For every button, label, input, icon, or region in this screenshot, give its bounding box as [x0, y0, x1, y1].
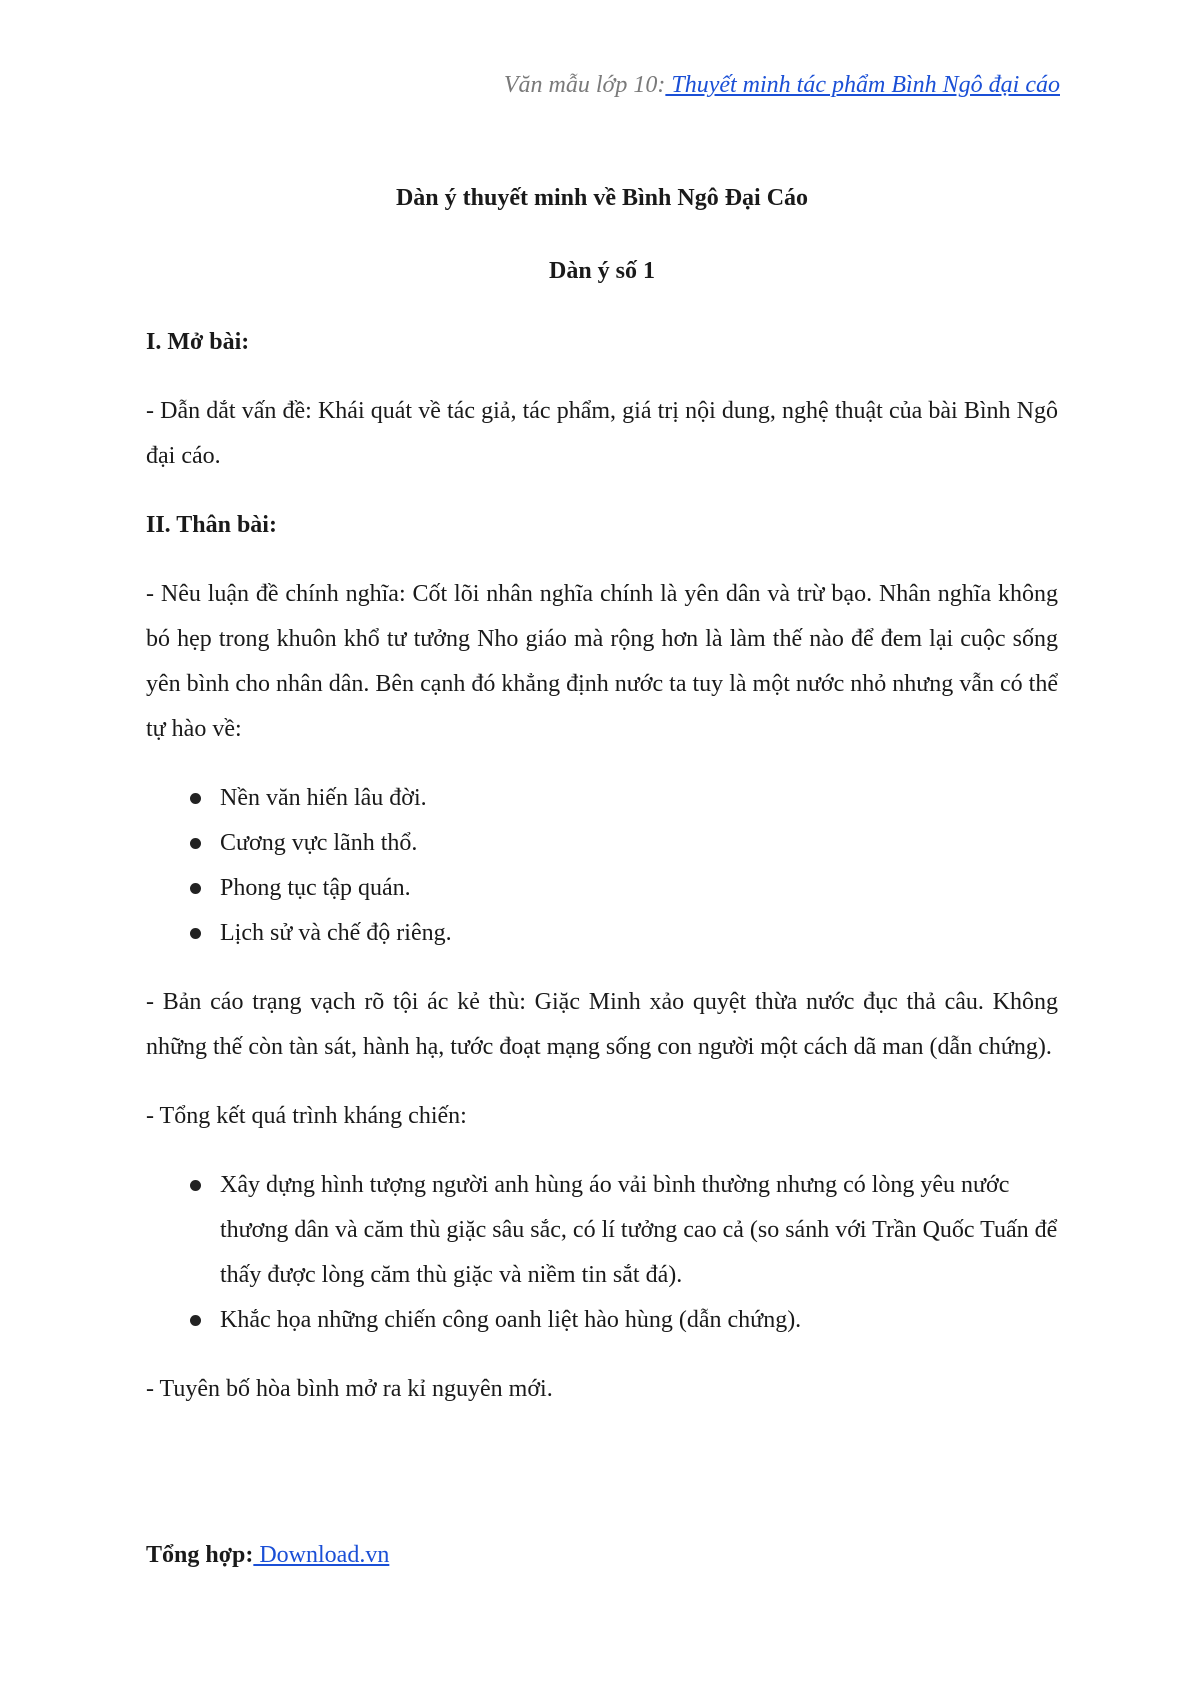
list-item-text: Khắc họa những chiến công oanh liệt hào hùng (dẫn chứng). — [220, 1307, 802, 1333]
footer-link[interactable]: Download.vn — [253, 1542, 390, 1568]
header-prefix: Văn mẫu lớp 10: — [503, 72, 666, 98]
list-item — [190, 1163, 1058, 1298]
list-item-text: Nền văn hiến lâu đời. — [220, 785, 427, 811]
bullet-icon — [190, 838, 201, 849]
section-heading-body: II. Thân bài: — [146, 512, 277, 538]
header-link[interactable]: Thuyết minh tác phẩm Bình Ngô đại cáo — [665, 72, 1060, 98]
footer-label: Tổng hợp: — [146, 1542, 254, 1568]
list-item — [190, 866, 1058, 911]
intro-paragraph: - Dẫn dắt vấn đề: Khái quát về tác giả, tác phẩm, giá trị nội dung, nghệ thuật của bài Bình Ngô đại cáo. — [146, 398, 1058, 469]
document-body — [146, 176, 1058, 1436]
list-item-text: Lịch sử và chế độ riêng. — [220, 920, 452, 946]
list-item-text: Phong tục tập quán. — [220, 875, 411, 901]
body-paragraph-thesis: - Nêu luận đề chính nghĩa: Cốt lõi nhân nghĩa chính là yên dân và trừ bạo. Nhân nghĩa không bó hẹp trong khuôn khổ tư tưởng Nho giáo mà rộng hơn là làm thế nào để đem lại cuộc sống yên bình cho nhân dân. Bên cạnh đó khẳng định nước ta tuy là một nước nhỏ nhưng vẫn có thể tự hào về: — [146, 581, 1058, 742]
page-footer — [146, 1542, 389, 1569]
list-item — [190, 776, 1058, 821]
body-paragraph-peace: - Tuyên bố hòa bình mở ra kỉ nguyên mới. — [146, 1376, 553, 1402]
list-item-text: Xây dựng hình tượng người anh hùng áo vải bình thường nhưng có lòng yêu nước thương dân và căm thù giặc sâu sắc, có lí tưởng cao cả (so sánh với Trần Quốc Tuấn để thấy được lòng căm thù giặc và niềm tin sắt đá). — [220, 1172, 1058, 1288]
list-item-text: Cương vực lãnh thổ. — [220, 830, 418, 856]
body-paragraph-summary: - Tổng kết quá trình kháng chiến: — [146, 1103, 467, 1129]
section-heading-intro: I. Mở bài: — [146, 329, 250, 355]
bullet-list-resistance — [146, 1163, 1058, 1343]
bullet-icon — [190, 793, 201, 804]
body-paragraph-indictment: - Bản cáo trạng vạch rõ tội ác kẻ thù: Giặc Minh xảo quyệt thừa nước đục thả câu. Không những thế còn tàn sát, hành hạ, tước đoạt mạng sống con người một cách dã man (dẫn chứng). — [146, 989, 1058, 1060]
list-item — [190, 911, 1058, 956]
bullet-icon — [190, 928, 201, 939]
outline-subtitle: Dàn ý số 1 — [548, 258, 656, 284]
document-title: Dàn ý thuyết minh về Bình Ngô Đại Cáo — [395, 185, 809, 211]
list-item — [190, 821, 1058, 866]
bullet-icon — [190, 883, 201, 894]
bullet-icon — [190, 1180, 201, 1191]
list-item — [190, 1298, 1058, 1343]
bullet-icon — [190, 1315, 201, 1326]
bullet-list-pride — [146, 776, 1058, 956]
page-header — [504, 72, 1060, 99]
